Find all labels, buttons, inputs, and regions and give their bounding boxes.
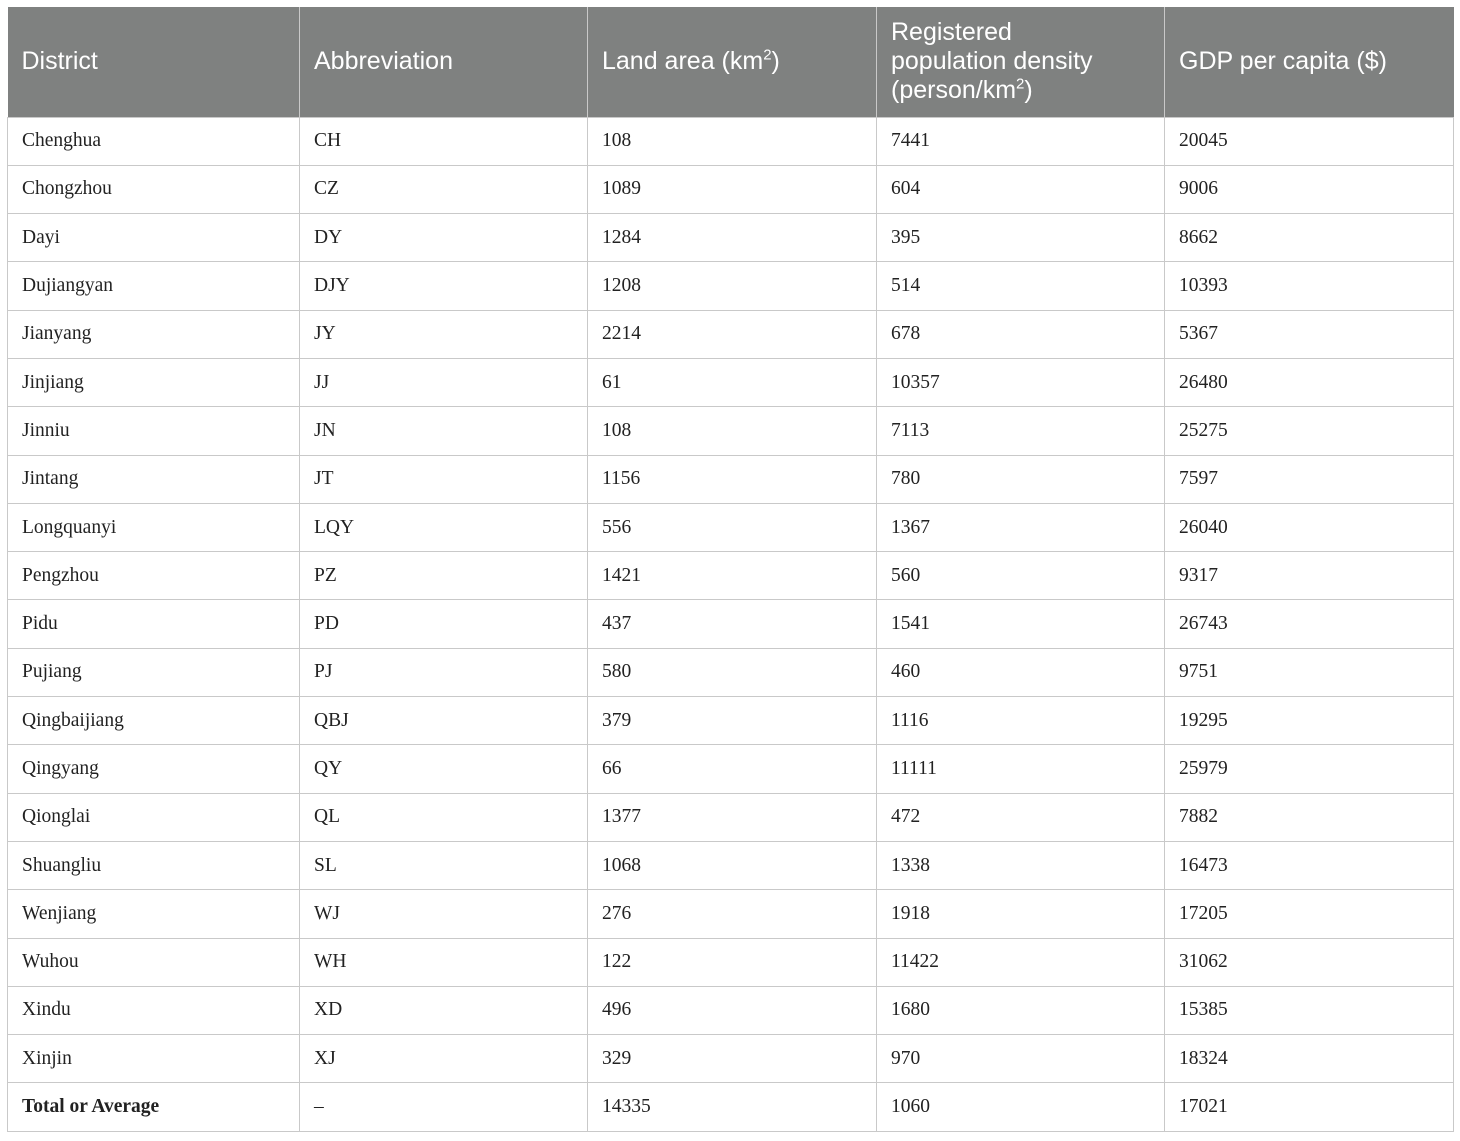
population-density-cell: 11422 <box>877 938 1165 986</box>
district-cell: Jinjiang <box>8 358 300 406</box>
table-row <box>8 358 1454 406</box>
header-abbreviation: Abbreviation <box>300 7 588 117</box>
abbreviation-cell: PJ <box>300 648 588 696</box>
district-cell: Wenjiang <box>8 890 300 938</box>
table-row <box>8 986 1454 1034</box>
abbreviation-cell: SL <box>300 841 588 889</box>
population-density-cell: 11111 <box>877 745 1165 793</box>
table-body <box>8 117 1454 1131</box>
gdp-per-capita-cell: 8662 <box>1165 214 1454 262</box>
land-area-cell: 379 <box>588 697 877 745</box>
table-row <box>8 793 1454 841</box>
land-area-cell: 437 <box>588 600 877 648</box>
gdp-per-capita-cell: 9006 <box>1165 165 1454 213</box>
header-land-area: Land area $(km^2)$ <box>588 7 877 117</box>
population-density-cell: 460 <box>877 648 1165 696</box>
gdp-per-capita-cell: 17021 <box>1165 1083 1454 1131</box>
gdp-per-capita-cell: 17205 <box>1165 890 1454 938</box>
abbreviation-cell: PZ <box>300 552 588 600</box>
gdp-per-capita-cell: 19295 <box>1165 697 1454 745</box>
population-density-cell: 1680 <box>877 986 1165 1034</box>
abbreviation-cell: – <box>300 1083 588 1131</box>
population-density-cell: 1060 <box>877 1083 1165 1131</box>
population-density-cell: 678 <box>877 310 1165 358</box>
district-cell: Xindu <box>8 986 300 1034</box>
land-area-cell: 1284 <box>588 214 877 262</box>
land-area-cell: 556 <box>588 503 877 551</box>
abbreviation-cell: XD <box>300 986 588 1034</box>
district-cell: Total or Average <box>8 1083 300 1131</box>
land-area-cell: 66 <box>588 745 877 793</box>
district-cell: Qingbaijiang <box>8 697 300 745</box>
district-cell: Wuhou <box>8 938 300 986</box>
header-gdp-per-capita: GDP per capita ($) <box>1165 7 1454 117</box>
district-cell: Qingyang <box>8 745 300 793</box>
land-area-cell: 1421 <box>588 552 877 600</box>
abbreviation-cell: QBJ <box>300 697 588 745</box>
district-cell: Jianyang <box>8 310 300 358</box>
population-density-cell: 1116 <box>877 697 1165 745</box>
district-cell: Pidu <box>8 600 300 648</box>
abbreviation-cell: WJ <box>300 890 588 938</box>
table-row <box>8 697 1454 745</box>
population-density-cell: 514 <box>877 262 1165 310</box>
table-row <box>8 890 1454 938</box>
abbreviation-cell: LQY <box>300 503 588 551</box>
gdp-per-capita-cell: 15385 <box>1165 986 1454 1034</box>
district-cell: Chenghua <box>8 117 300 165</box>
abbreviation-cell: JY <box>300 310 588 358</box>
gdp-per-capita-cell: 26480 <box>1165 358 1454 406</box>
table-row <box>8 938 1454 986</box>
gdp-per-capita-cell: 7882 <box>1165 793 1454 841</box>
population-density-cell: 1918 <box>877 890 1165 938</box>
abbreviation-cell: QY <box>300 745 588 793</box>
abbreviation-cell: JJ <box>300 358 588 406</box>
table-header <box>8 7 1454 117</box>
district-cell: Longquanyi <box>8 503 300 551</box>
land-area-cell: 1208 <box>588 262 877 310</box>
abbreviation-cell: XJ <box>300 1035 588 1083</box>
header-population-density: Registered population density $(person/km^2)$ <box>877 7 1165 117</box>
table-row <box>8 310 1454 358</box>
total-row <box>8 1083 1454 1131</box>
table-row <box>8 503 1454 551</box>
district-cell: Dayi <box>8 214 300 262</box>
abbreviation-cell: PD <box>300 600 588 648</box>
population-density-cell: 780 <box>877 455 1165 503</box>
population-density-cell: 1338 <box>877 841 1165 889</box>
abbreviation-cell: JN <box>300 407 588 455</box>
land-area-cell: 276 <box>588 890 877 938</box>
population-density-cell: 10357 <box>877 358 1165 406</box>
table-row <box>8 262 1454 310</box>
land-area-cell: 14335 <box>588 1083 877 1131</box>
land-area-cell: 496 <box>588 986 877 1034</box>
land-area-cell: 1068 <box>588 841 877 889</box>
district-table-container <box>7 7 1453 1132</box>
district-cell: Jintang <box>8 455 300 503</box>
population-density-cell: 970 <box>877 1035 1165 1083</box>
land-area-cell: 1156 <box>588 455 877 503</box>
land-area-cell: 108 <box>588 117 877 165</box>
district-cell: Qionglai <box>8 793 300 841</box>
population-density-cell: 604 <box>877 165 1165 213</box>
abbreviation-cell: CZ <box>300 165 588 213</box>
district-cell: Pujiang <box>8 648 300 696</box>
table-row <box>8 745 1454 793</box>
land-area-cell: 329 <box>588 1035 877 1083</box>
gdp-per-capita-cell: 18324 <box>1165 1035 1454 1083</box>
abbreviation-cell: DJY <box>300 262 588 310</box>
land-area-cell: 108 <box>588 407 877 455</box>
gdp-per-capita-cell: 7597 <box>1165 455 1454 503</box>
gdp-per-capita-cell: 26743 <box>1165 600 1454 648</box>
abbreviation-cell: CH <box>300 117 588 165</box>
land-area-cell: 1377 <box>588 793 877 841</box>
table-row <box>8 407 1454 455</box>
table-row <box>8 841 1454 889</box>
population-density-cell: 395 <box>877 214 1165 262</box>
abbreviation-cell: DY <box>300 214 588 262</box>
table-row <box>8 214 1454 262</box>
district-cell: Pengzhou <box>8 552 300 600</box>
district-statistics-table <box>7 7 1454 1132</box>
table-row <box>8 600 1454 648</box>
header-row <box>8 7 1454 117</box>
district-cell: Xinjin <box>8 1035 300 1083</box>
table-row <box>8 117 1454 165</box>
population-density-cell: 7441 <box>877 117 1165 165</box>
district-cell: Dujiangyan <box>8 262 300 310</box>
gdp-per-capita-cell: 20045 <box>1165 117 1454 165</box>
table-row <box>8 165 1454 213</box>
table-row <box>8 648 1454 696</box>
population-density-cell: 1367 <box>877 503 1165 551</box>
land-area-cell: 61 <box>588 358 877 406</box>
population-density-cell: 472 <box>877 793 1165 841</box>
gdp-per-capita-cell: 10393 <box>1165 262 1454 310</box>
header-district: District <box>8 7 300 117</box>
table-row <box>8 552 1454 600</box>
district-cell: Chongzhou <box>8 165 300 213</box>
gdp-per-capita-cell: 9317 <box>1165 552 1454 600</box>
land-area-cell: 2214 <box>588 310 877 358</box>
land-area-cell: 580 <box>588 648 877 696</box>
gdp-per-capita-cell: 26040 <box>1165 503 1454 551</box>
land-area-cell: 122 <box>588 938 877 986</box>
abbreviation-cell: QL <box>300 793 588 841</box>
gdp-per-capita-cell: 9751 <box>1165 648 1454 696</box>
table-row <box>8 1035 1454 1083</box>
gdp-per-capita-cell: 25979 <box>1165 745 1454 793</box>
gdp-per-capita-cell: 25275 <box>1165 407 1454 455</box>
abbreviation-cell: JT <box>300 455 588 503</box>
district-cell: Shuangliu <box>8 841 300 889</box>
population-density-cell: 1541 <box>877 600 1165 648</box>
land-area-cell: 1089 <box>588 165 877 213</box>
table-row <box>8 455 1454 503</box>
population-density-cell: 560 <box>877 552 1165 600</box>
gdp-per-capita-cell: 5367 <box>1165 310 1454 358</box>
district-cell: Jinniu <box>8 407 300 455</box>
gdp-per-capita-cell: 31062 <box>1165 938 1454 986</box>
gdp-per-capita-cell: 16473 <box>1165 841 1454 889</box>
abbreviation-cell: WH <box>300 938 588 986</box>
population-density-cell: 7113 <box>877 407 1165 455</box>
